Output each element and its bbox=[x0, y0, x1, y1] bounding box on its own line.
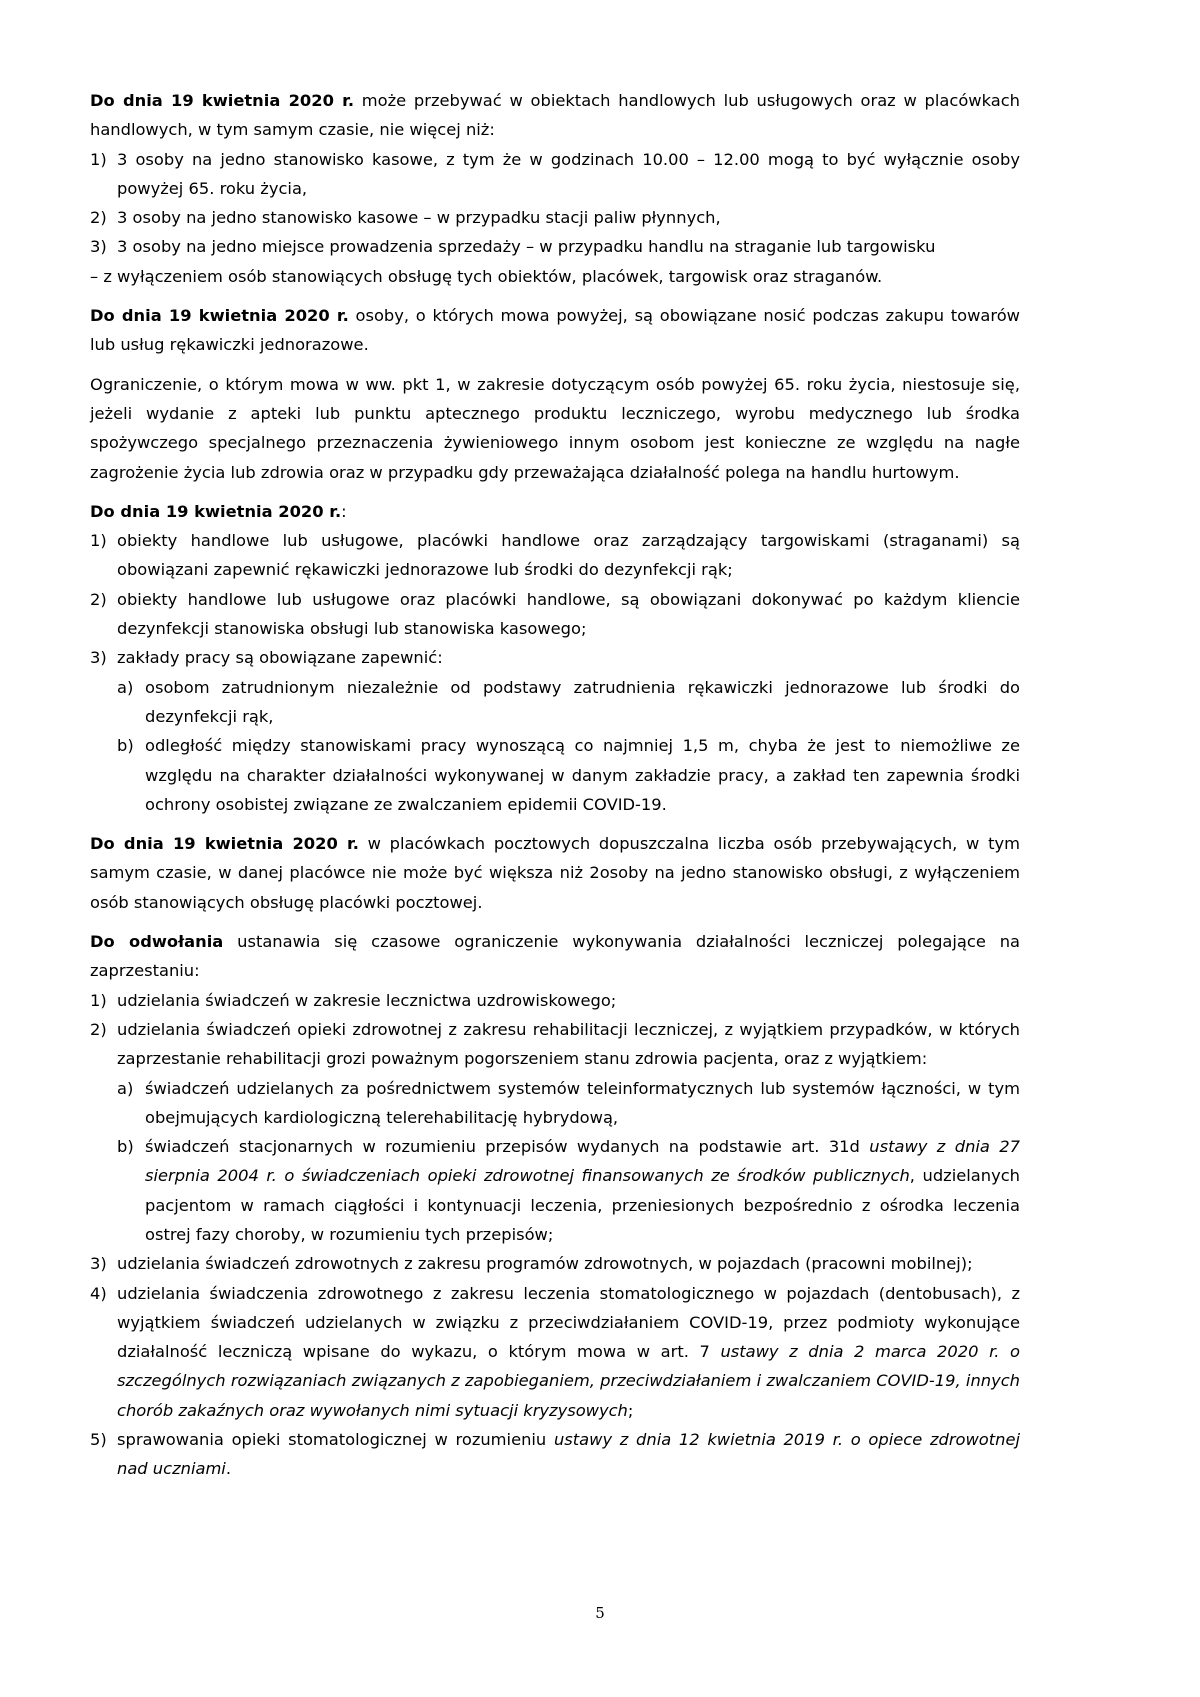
paragraph: Do dnia 19 kwietnia 2020 r. może przebywać w obiektach handlowych lub usługowych oraz w placówkach handlowych, w tym samym czasie, nie więcej niż: bbox=[90, 91, 1020, 140]
statute-title: ustawy z dnia 27 sierpnia 2004 r. o świadczeniach opieki zdrowotnej finansowanych ze środków publicznych bbox=[145, 1137, 1020, 1186]
document-page bbox=[90, 86, 1020, 1494]
section-exception bbox=[90, 370, 1020, 487]
sub-list-item: a) osobom zatrudnionym niezależnie od podstawy zatrudnienia rękawiczki jednorazowe lub środki do dezynfekcji rąk, bbox=[117, 677, 1020, 726]
paragraph-tail: – z wyłączeniem osób stanowiących obsługę tych obiektów, placówek, targowisk oraz straganów. bbox=[90, 266, 883, 286]
sub-list-item: a) świadczeń udzielanych za pośrednictwem systemów teleinformatycznych lub systemów łączności, w tym obejmujących kardiologiczną telerehabilitację hybrydową, bbox=[117, 1078, 1020, 1127]
page-number: 5 bbox=[595, 1604, 605, 1622]
paragraph: Do dnia 19 kwietnia 2020 r. w placówkach pocztowych dopuszczalna liczba osób przebywających, w tym samym czasie, w danej placówce nie może być większa niż 2osoby na jedno stanowisko obsługi, z wyłączeniem osób stanowiących obsługę placówki pocztowej. bbox=[90, 834, 1020, 912]
paragraph: Ograniczenie, o którym mowa w ww. pkt 1, w zakresie dotyczącym osób powyżej 65. roku życia, niestosuje się, jeżeli wydanie z apteki lub punktu aptecznego produktu leczniczego, wyrobu medycznego lub środka spożywczego specjalnego przeznaczenia żywieniowego innym osobom jest konieczne ze względu na nagłe zagrożenie życia lub zdrowia oraz w przypadku gdy przeważająca działalność polega na handlu hurtowym. bbox=[90, 374, 1020, 482]
list-item: 2) udzielania świadczeń opieki zdrowotnej z zakresu rehabilitacji leczniczej, z wyjątkiem przypadków, w których zaprzestanie rehabilitacji grozi poważnym pogorszeniem stanu zdrowia pacjenta, oraz z wyjątkiem: bbox=[90, 1019, 1020, 1069]
list-item: 2) obiekty handlowe lub usługowe oraz placówki handlowe, są obowiązani dokonywać po każdym kliencie dezynfekcji stanowiska obsługi lub stanowiska kasowego; bbox=[90, 589, 1020, 639]
list-item: 1) obiekty handlowe lub usługowe, placówki handlowe oraz zarządzający targowiskami (straganami) są obowiązani zapewnić rękawiczki jednorazowe lub środki do dezynfekcji rąk; bbox=[90, 531, 1020, 580]
section-customer-limits bbox=[90, 86, 1020, 291]
statute-title: ustawy z dnia 2 marca 2020 r. o szczególnych rozwiązaniach związanych z zapobieganiem, przeciwdziałaniem i zwalczaniem COVID-19, innych chorób zakaźnych oraz wywołanych nimi sytuacji kryzysowych bbox=[117, 1342, 1020, 1420]
date-lead: Do dnia 19 kwietnia 2020 r. bbox=[90, 306, 349, 326]
date-lead: Do odwołania bbox=[90, 932, 224, 952]
section-medical bbox=[90, 927, 1020, 1484]
list-item: 2) 3 osoby na jedno stanowisko kasowe – w przypadku stacji paliw płynnych, bbox=[90, 208, 721, 228]
sub-list-item: b) świadczeń stacjonarnych w rozumieniu przepisów wydanych na podstawie art. 31d ustawy z dnia 27 sierpnia 2004 r. o świadczeniach opieki zdrowotnej finansowanych ze środków publicznych, udzielanych pacjentom w ramach ciągłości i kontynuacji leczenia, przeniesionych bezpośrednio z ośrodka leczenia ostrej fazy choroby, w rozumieniu tych przepisów; bbox=[117, 1137, 1020, 1244]
statute-title: ustawy z dnia 12 kwietnia 2019 r. o opiece zdrowotnej nad uczniami bbox=[117, 1430, 1020, 1479]
paragraph: Do dnia 19 kwietnia 2020 r. osoby, o których mowa powyżej, są obowiązane nosić podczas zakupu towarów lub usług rękawiczki jednorazowe. bbox=[90, 306, 1020, 355]
sub-list-item: b) odległość między stanowiskami pracy wynoszącą co najmniej 1,5 m, chyba że jest to niemożliwe ze względu na charakter działalności wykonywanej w danym zakładzie pracy, a zakład ten zapewnia środki ochrony osobistej związane ze zwalczaniem epidemii COVID-19. bbox=[117, 736, 1020, 814]
section-obligations bbox=[90, 497, 1020, 819]
paragraph: Do odwołania ustanawia się czasowe ograniczenie wykonywania działalności leczniczej polegające na zaprzestaniu: bbox=[90, 932, 1020, 981]
list-item: 3) udzielania świadczeń zdrowotnych z zakresu programów zdrowotnych, w pojazdach (pracowni mobilnej); bbox=[90, 1254, 973, 1274]
date-lead: Do dnia 19 kwietnia 2020 r. bbox=[90, 834, 359, 854]
date-lead: Do dnia 19 kwietnia 2020 r. bbox=[90, 91, 355, 110]
section-postal bbox=[90, 829, 1020, 917]
list-item: 5) sprawowania opieki stomatologicznej w rozumieniu ustawy z dnia 12 kwietnia 2019 r. o opiece zdrowotnej nad uczniami. bbox=[90, 1430, 1020, 1479]
list-item: 4) udzielania świadczenia zdrowotnego z zakresu leczenia stomatologicznego w pojazdach (dentobusach), z wyjątkiem świadczeń udzielanych w związku z przeciwdziałaniem COVID-19, przez podmioty wykonujące działalność leczniczą wpisane do wykazu, o którym mowa w art. 7 ustawy z dnia 2 marca 2020 r. o szczególnych rozwiązaniach związanych z zapobieganiem, przeciwdziałaniem i zwalczaniem COVID-19, innych chorób zakaźnych oraz wywołanych nimi sytuacji kryzysowych; bbox=[90, 1283, 1020, 1420]
paragraph: Do dnia 19 kwietnia 2020 r.: bbox=[90, 501, 347, 521]
list-item: 1) udzielania świadczeń w zakresie lecznictwa uzdrowiskowego; bbox=[90, 990, 617, 1010]
list-item: 1) 3 osoby na jedno stanowisko kasowe, z tym że w godzinach 10.00 – 12.00 mogą to być wyłącznie osoby powyżej 65. roku życia, bbox=[90, 149, 1020, 198]
list-item: 3) zakłady pracy są obowiązane zapewnić: bbox=[90, 648, 443, 668]
list-item: 3) 3 osoby na jedno miejsce prowadzenia sprzedaży – w przypadku handlu na straganie lub targowisku bbox=[90, 237, 936, 257]
section-gloves bbox=[90, 301, 1020, 360]
date-lead: Do dnia 19 kwietnia 2020 r. bbox=[90, 501, 342, 521]
